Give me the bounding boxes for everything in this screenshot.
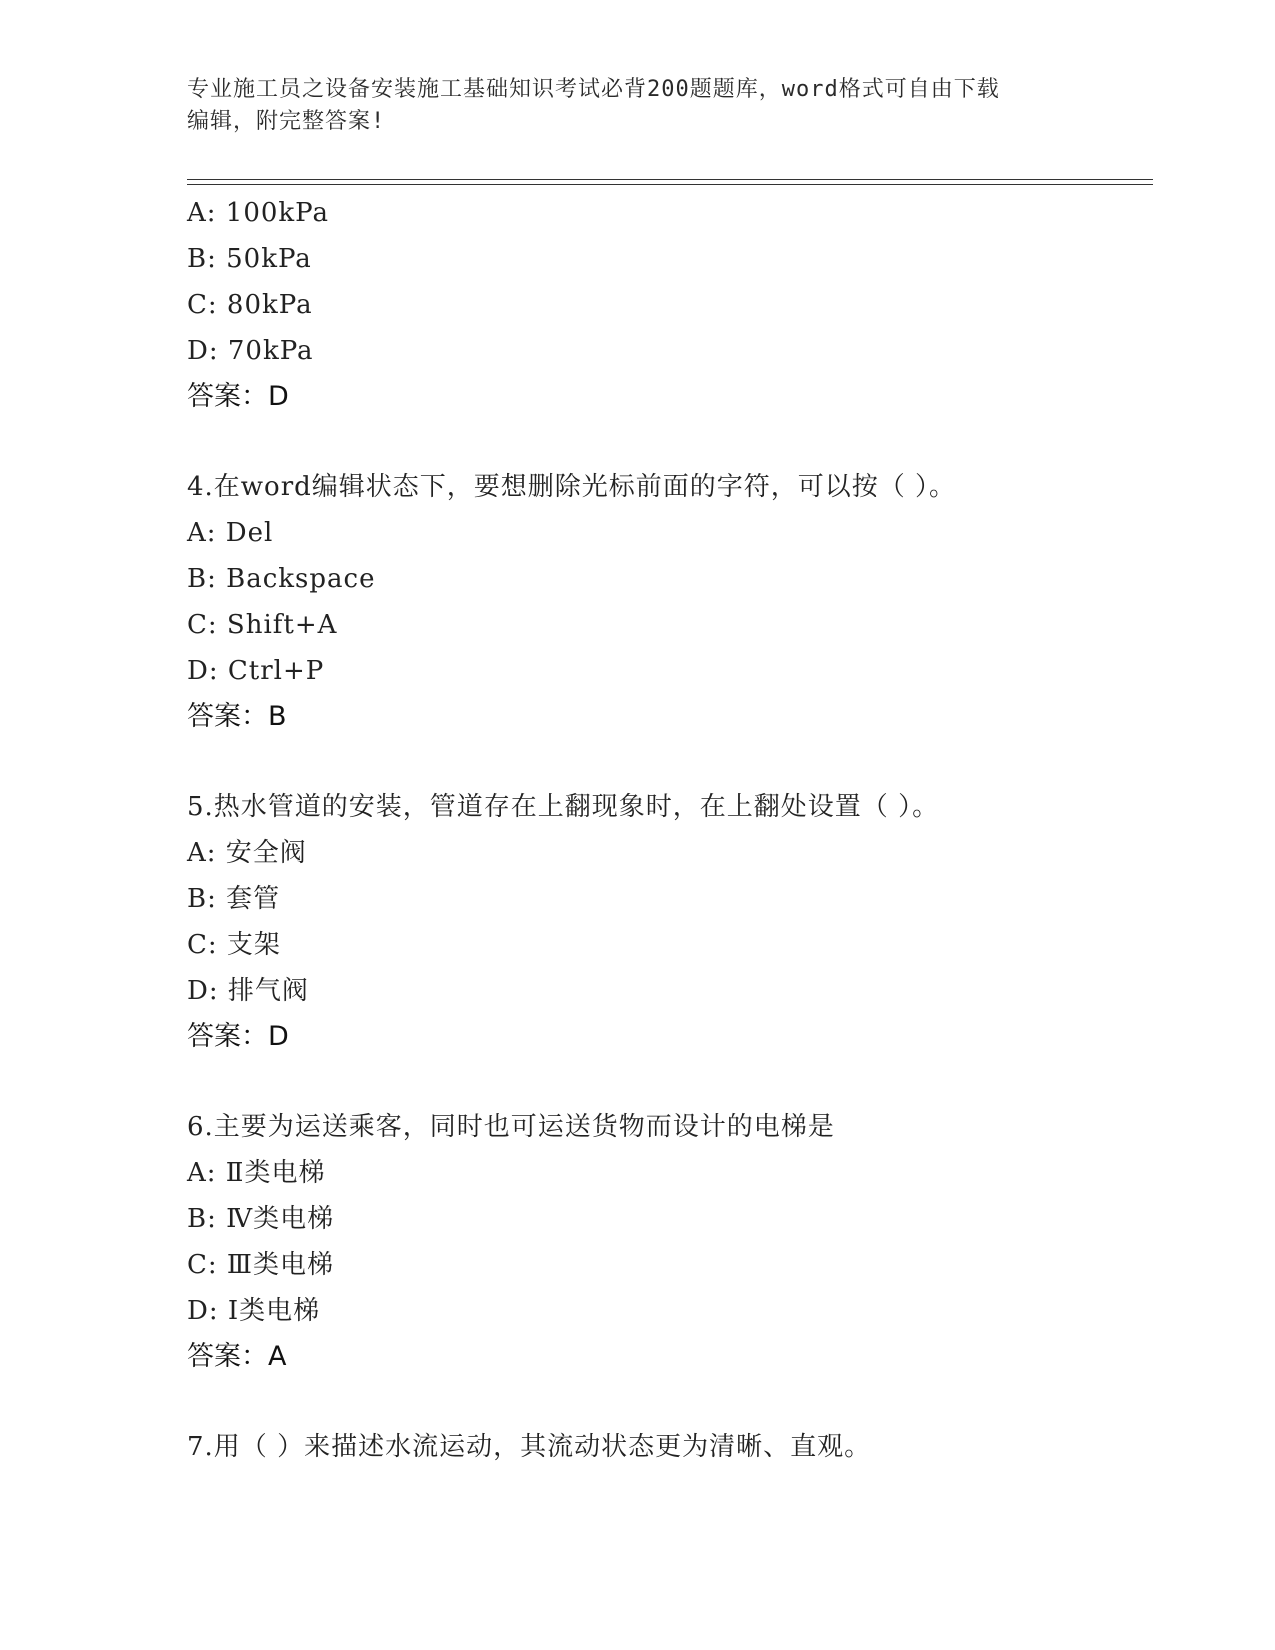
option-c: C: 支架 <box>187 930 281 960</box>
option-a: A: Ⅱ类电梯 <box>187 1158 326 1188</box>
option-a: A: Del <box>187 518 274 548</box>
answer-line: 答案：B <box>187 701 287 732</box>
option-c: C: 80kPa <box>187 290 313 320</box>
question-7-block <box>187 1424 1153 1470</box>
answer-line: 答案：D <box>187 381 289 412</box>
option-d: D: Ⅰ类电梯 <box>187 1296 321 1326</box>
question-text: 7.用（ ）来描述水流运动，其流动状态更为清晰、直观。 <box>187 1432 872 1462</box>
header-line-2: 编辑，附完整答案! <box>187 109 386 134</box>
option-b: B: 50kPa <box>187 244 312 274</box>
option-b: B: 套管 <box>187 884 281 914</box>
option-c: C: Ⅲ类电梯 <box>187 1250 334 1280</box>
question-6-block <box>187 1104 1153 1380</box>
question-4-block <box>187 464 1153 740</box>
option-c: C: Shift+A <box>187 610 338 640</box>
answer-line: 答案：A <box>187 1341 287 1372</box>
question-text: 5.热水管道的安装，管道存在上翻现象时，在上翻处设置（ ）。 <box>187 792 940 822</box>
option-d: D: 排气阀 <box>187 976 309 1006</box>
question-5-block <box>187 784 1153 1060</box>
header-divider-top <box>187 179 1153 180</box>
option-a: A: 100kPa <box>187 198 330 228</box>
header-line-1: 专业施工员之设备安装施工基础知识考试必背200题题库，word格式可自由下载 <box>187 77 1000 102</box>
document-header <box>187 74 1087 138</box>
question-text: 4.在word编辑状态下，要想删除光标前面的字符，可以按（ ）。 <box>187 472 957 502</box>
option-b: B: Backspace <box>187 564 376 594</box>
question-3-block <box>187 190 1153 420</box>
answer-line: 答案：D <box>187 1021 289 1052</box>
option-d: D: 70kPa <box>187 336 314 366</box>
option-a: A: 安全阀 <box>187 838 307 868</box>
question-list <box>187 190 1153 1470</box>
option-d: D: Ctrl+P <box>187 656 325 686</box>
option-b: B: Ⅳ类电梯 <box>187 1204 335 1234</box>
header-divider-bottom <box>187 184 1153 185</box>
question-text: 6.主要为运送乘客，同时也可运送货物而设计的电梯是 <box>187 1112 835 1142</box>
